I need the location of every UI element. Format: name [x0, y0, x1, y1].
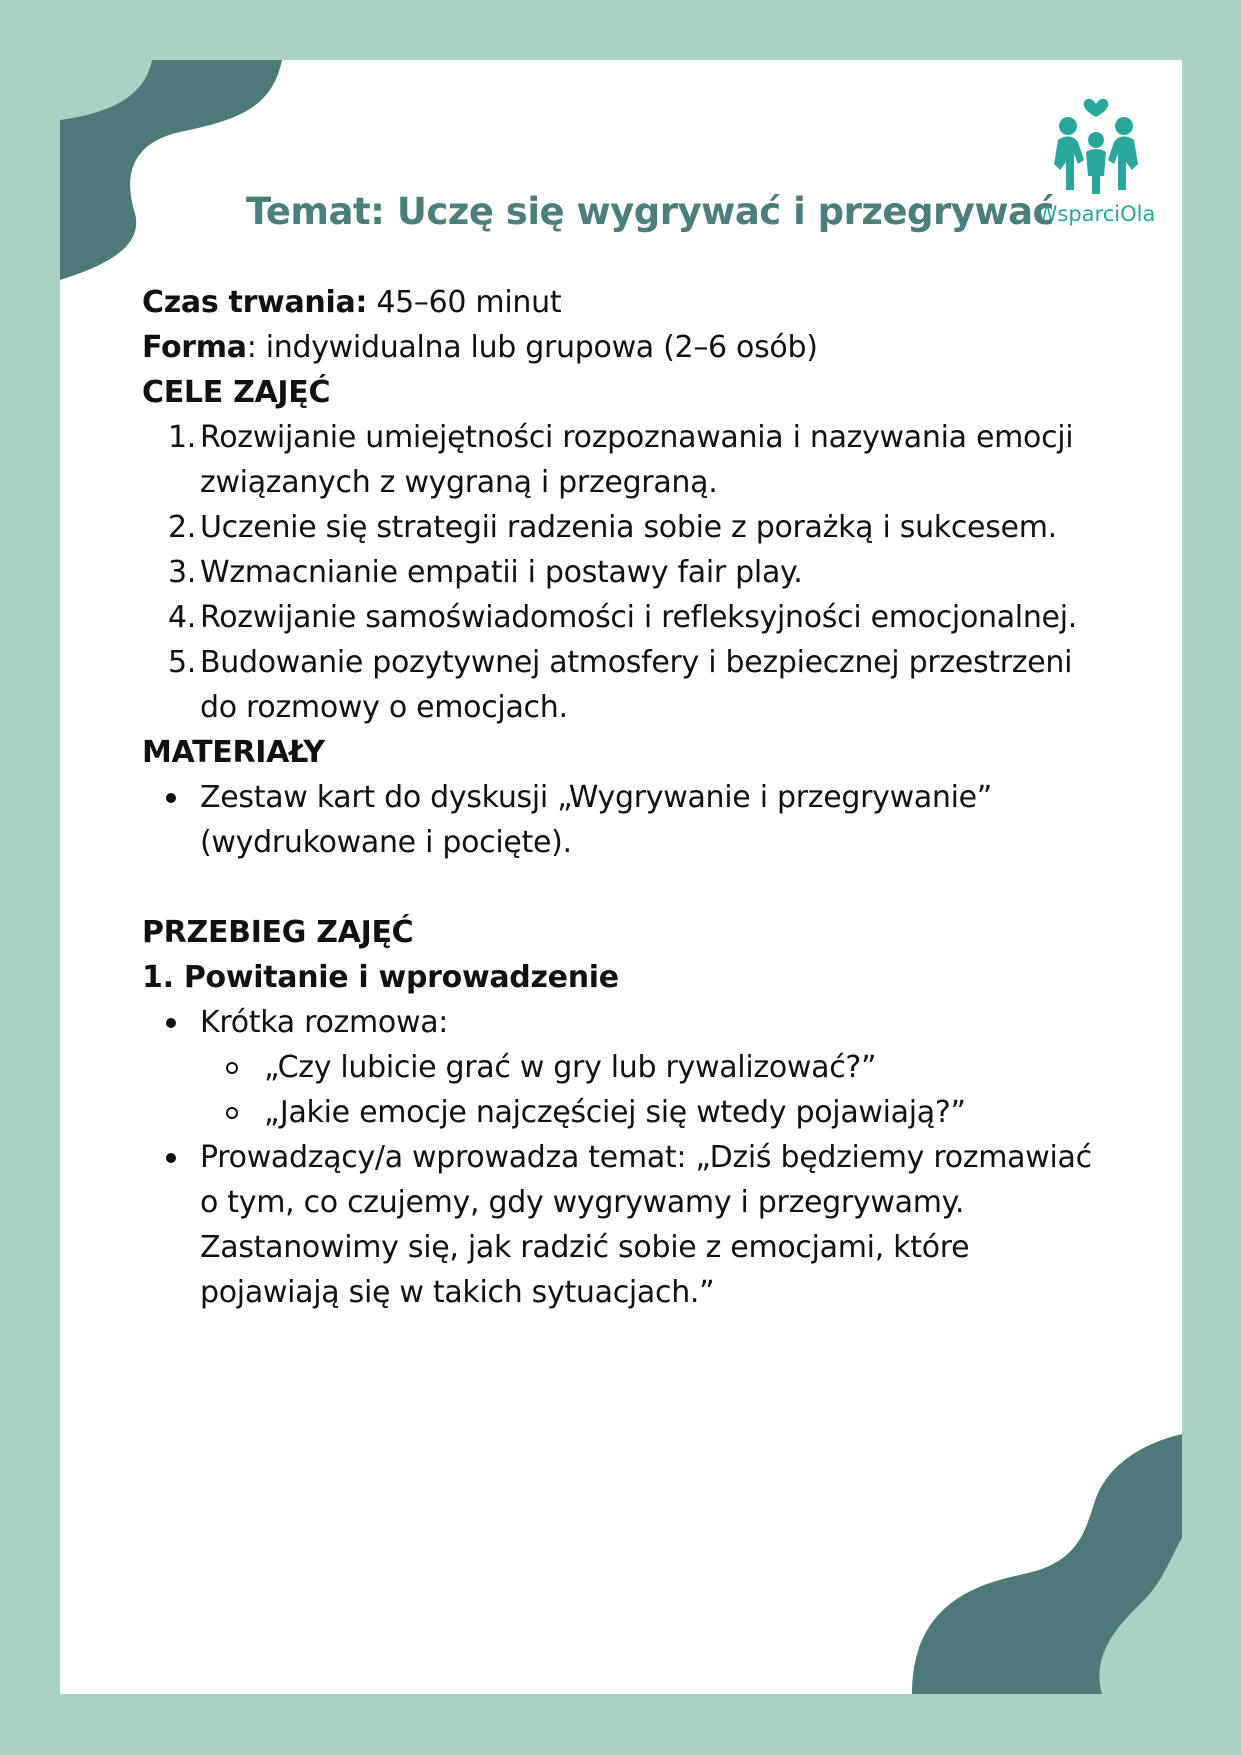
goal-number: 4.	[167, 600, 196, 635]
course-heading: PRZEBIEG ZAJĘĆ	[142, 915, 414, 950]
form-line	[142, 325, 1102, 370]
goal-text: Rozwijanie samoświadomości i refleksyjności emocjonalnej.	[200, 600, 1077, 635]
document-page	[60, 60, 1182, 1694]
logo-text: WsparciOla	[1036, 202, 1156, 226]
step-1-list	[142, 1000, 1102, 1315]
form-value: : indywidualna lub grupowa (2–6 osób)	[246, 330, 818, 365]
family-heart-icon	[1048, 90, 1144, 200]
materials-item: Zestaw kart do dyskusji „Wygrywanie i przegrywanie” (wydrukowane i pocięte).	[142, 775, 1102, 865]
goal-text: Rozwijanie umiejętności rozpoznawania i nazywania emocji związanych z wygraną i przegraną.	[200, 420, 1074, 500]
goal-number: 2.	[167, 510, 196, 545]
goal-number: 1.	[167, 420, 196, 455]
materials-list	[142, 775, 1102, 865]
goal-number: 5.	[167, 645, 196, 680]
wave-decoration-bottom-right	[912, 1434, 1182, 1694]
spacer	[142, 865, 1102, 910]
step-1-bullet-text: Krótka rozmowa:	[200, 1005, 449, 1040]
duration-line	[142, 280, 1102, 325]
goal-number: 3.	[167, 555, 196, 590]
materials-heading: MATERIAŁY	[142, 735, 325, 770]
goal-item	[142, 505, 1102, 550]
goal-item	[142, 550, 1102, 595]
step-1-subitem: „Czy lubicie grać w gry lub rywalizować?”	[200, 1045, 1102, 1090]
step-1-subitem: „Jakie emocje najczęściej się wtedy pojawiają?”	[200, 1090, 1102, 1135]
logo	[1026, 90, 1166, 226]
step-1-title: 1. Powitanie i wprowadzenie	[142, 960, 619, 995]
goal-item	[142, 595, 1102, 640]
form-label: Forma	[142, 330, 247, 365]
duration-label: Czas trwania:	[142, 285, 368, 320]
goal-item	[142, 640, 1102, 730]
goals-heading: CELE ZAJĘĆ	[142, 375, 331, 410]
step-1-sublist	[200, 1045, 1102, 1135]
goal-text: Budowanie pozytywnej atmosfery i bezpiecznej przestrzeni do rozmowy o emocjach.	[200, 645, 1073, 725]
duration-value: 45–60 minut	[367, 285, 562, 320]
step-1-bullet	[142, 1000, 1102, 1135]
page-title: Temat: Uczę się wygrywać i przegrywać	[246, 190, 1054, 233]
goal-item	[142, 415, 1102, 505]
wave-decoration-top-left	[60, 60, 290, 280]
document-content	[142, 280, 1102, 1315]
goal-text: Wzmacnianie empatii i postawy fair play.	[200, 555, 803, 590]
goals-list	[142, 415, 1102, 730]
goal-text: Uczenie się strategii radzenia sobie z porażką i sukcesem.	[200, 510, 1057, 545]
step-1-bullet: Prowadzący/a wprowadza temat: „Dziś będziemy rozmawiać o tym, co czujemy, gdy wygrywamy i przegrywamy. Zastanowimy się, jak radzić sobie z emocjami, które pojawiają się w takich sytuacjach.”	[142, 1135, 1102, 1315]
